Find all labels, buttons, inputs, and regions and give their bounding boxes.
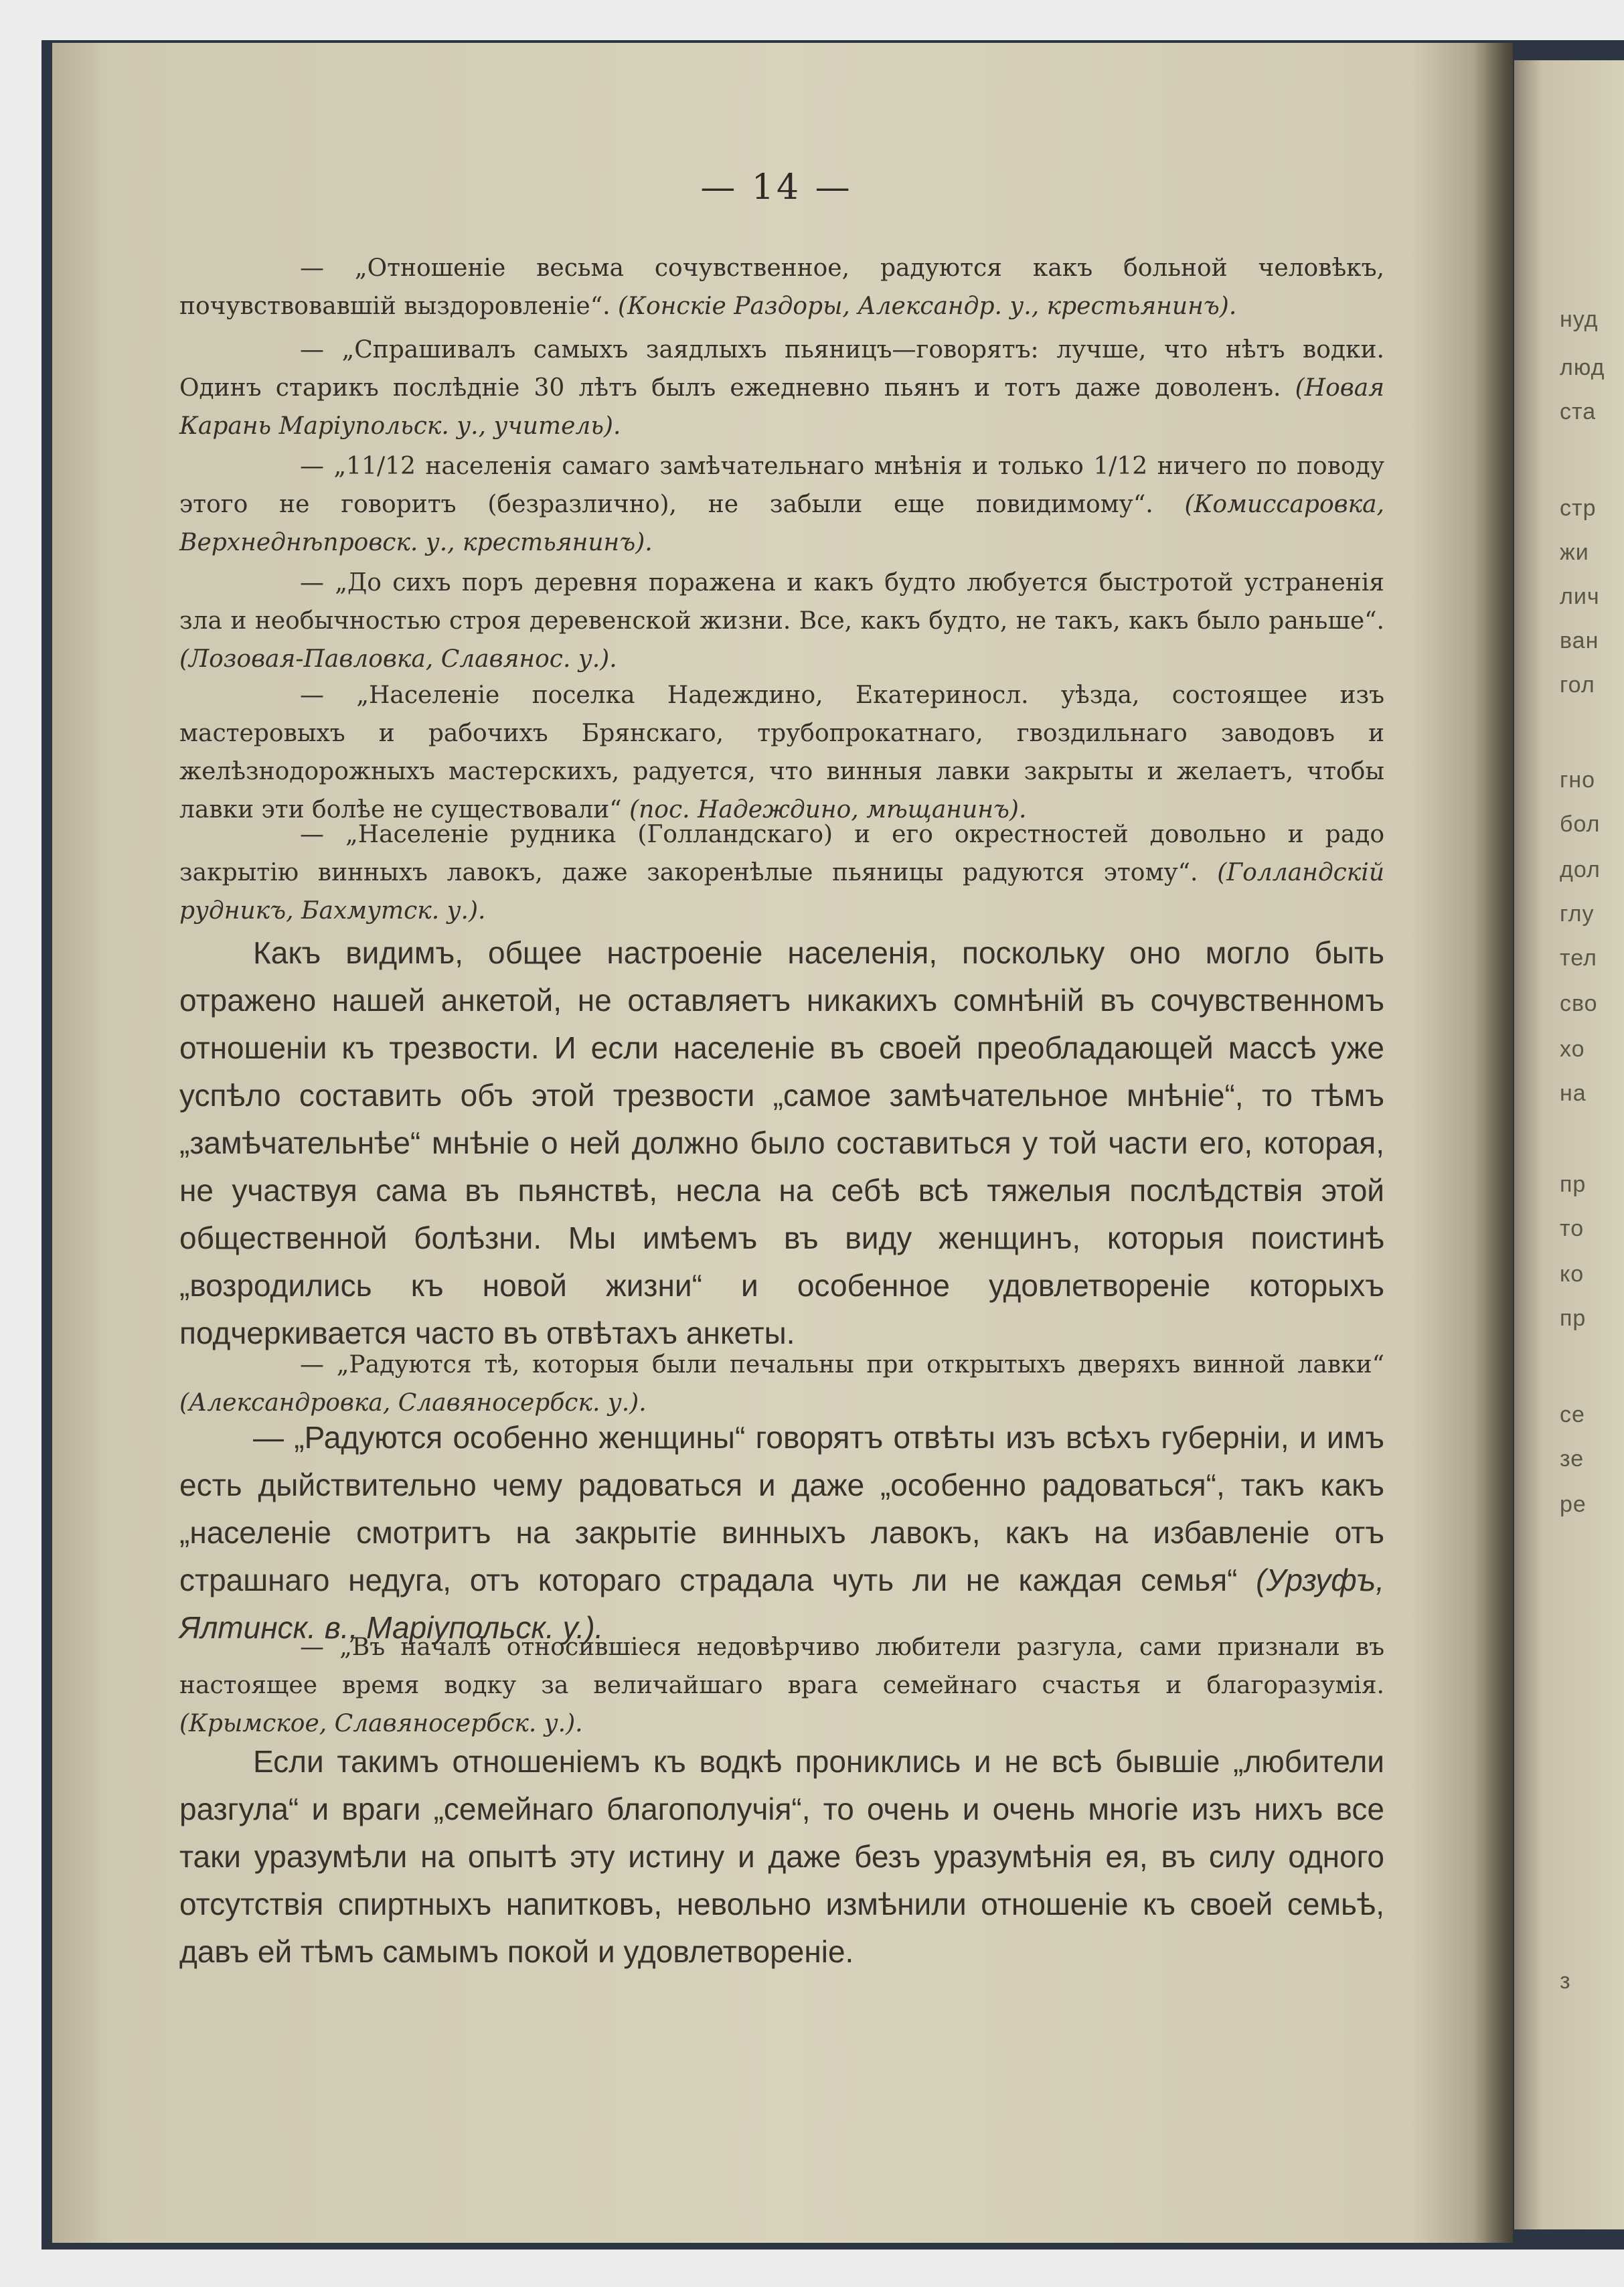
bleed-line: сво <box>1560 991 1598 1016</box>
quote-text: — „Радуются тѣ, которыя были печальны при открытыхъ дверяхъ винной лавки“ <box>300 1351 1384 1378</box>
bleed-line: гол <box>1560 672 1595 698</box>
bleed-line: пр <box>1560 1306 1587 1331</box>
quote-aleksandrovka <box>179 1346 1384 1422</box>
bleed-line: нуд <box>1560 307 1599 332</box>
quote-gollandskiy-rudnik <box>179 815 1384 930</box>
quote-source: (Лозовая-Павловка, Славянос. у.). <box>179 645 617 673</box>
quote-text: — „Спрашивалъ самыхъ заядлыхъ пьяницъ—говорятъ: лучше, что нѣтъ водки. Одинъ старикъ послѣдніе 30 лѣтъ былъ ежедневно пьянъ и тотъ даже доволенъ. <box>179 336 1384 402</box>
quote-text: — „11/12 населенія самаго замѣчательнаго мнѣнія и только 1/12 ничего по поводу этого не говоритъ (безразлично), не забыли еще повидимому“. <box>179 453 1384 518</box>
paragraph-women-rejoice <box>179 1414 1384 1652</box>
quote-text: — „До сихъ поръ деревня поражена и какъ будто любуется быстротой устраненія зла и необычностью строя деревенской жизни. Все, какъ будто, не такъ, какъ было раньше“. <box>179 569 1384 635</box>
quote-text: — „Въ началѣ относившіеся недовѣрчиво любители разгула, сами признали въ настоящее время водку за величайшаго врага семейнаго счастья и благоразумія. <box>179 1634 1384 1699</box>
quote-novaya-karan <box>179 331 1384 445</box>
quote-source: (Комиссаровка, Верхнеднѣпровск. у., крестьянинъ). <box>179 491 1384 556</box>
bleed-line: жи <box>1560 540 1589 565</box>
bleed-line: ста <box>1560 399 1597 424</box>
bleed-line: лич <box>1560 584 1600 609</box>
quote-konskie-razdory <box>179 249 1384 325</box>
bleed-line: люд <box>1560 355 1605 380</box>
paragraph-general-mood: Какъ видимъ, общее настроеніе населенія, поскольку оно могло быть отражено нашей анкетой, не оставляетъ никакихъ сомнѣній въ сочувственномъ отношеніи къ трезвости. И если населеніе въ своей преобладающей массѣ уже успѣло составить объ этой трезвости „самое замѣчательное мнѣніе“, то тѣмъ „замѣчательнѣе“ мнѣніе о ней должно было составиться у той части его, которая, не участвуя сама въ пьянствѣ, несла на себѣ всѣ тяжелыя послѣдствія этой общественной болѣзни. Мы имѣемъ въ виду женщинъ, которыя поистинѣ „возродились къ новой жизни“ и особенное удовлетвореніе которыхъ подчеркивается часто въ отвѣтахъ анкеты. <box>179 935 1384 1350</box>
quote-komissarovka <box>179 447 1384 562</box>
bleed-line: се <box>1560 1402 1585 1427</box>
bleed-line: на <box>1560 1081 1587 1106</box>
quote-text: — „Населеніе рудника (Голландскаго) и его окрестностей довольно и радо закрытію винныхъ лавокъ, даже закоренѣлые пьяницы радуются этому“. <box>179 821 1384 886</box>
quote-source: (Александровка, Славяносербск. у.). <box>179 1389 647 1417</box>
paragraph-text: — „Радуются особенно женщины“ говорятъ отвѣты изъ всѣхъ губерніи, и имъ есть дыйствительно чему радоваться и даже „особенно радоваться“, такъ какъ „населеніе смотритъ на закрытіе винныхъ лавокъ, какъ на избавленіе отъ страшнаго недуга, отъ котораго страдала чуть ли не каждая семья“ <box>179 1420 1384 1597</box>
bleed-line: глу <box>1560 901 1595 927</box>
bleed-line: ван <box>1560 628 1599 653</box>
bleed-line: ре <box>1560 1492 1587 1517</box>
quote-source: (Новая Карань Маріупольск. у., учитель). <box>179 374 1384 440</box>
paragraph-conclusion: Если такимъ отношеніемъ къ водкѣ прониклись и не всѣ бывшіе „любители разгула“ и враги „семейнаго благополучія“, то очень и очень многіе изъ нихъ все таки уразумѣли на опытѣ эту истину и даже безъ уразумѣнія ея, въ силу одного отсутствія спиртныхъ напитковъ, невольно измѣнили отношеніе къ своей семьѣ, давъ ей тѣмъ самымъ покой и удовлетвореніе. <box>179 1744 1384 1969</box>
bleed-line: тел <box>1560 945 1597 971</box>
bleed-line: бол <box>1560 811 1601 837</box>
bleed-line: гно <box>1560 767 1596 793</box>
next-page-edge <box>1514 60 1624 2229</box>
spine-shadow <box>1473 43 1513 2243</box>
bleed-line: з <box>1560 1968 1571 1994</box>
quote-nadezhdino <box>179 676 1384 829</box>
quote-lozovaya-pavlovka <box>179 564 1384 678</box>
bleed-line: стр <box>1560 495 1597 521</box>
bleed-line: зе <box>1560 1446 1585 1472</box>
paragraph-source: (Урзуфъ, Ялтинск. в., Маріупольск. у.). <box>179 1563 1385 1645</box>
page-number: — 14 — <box>700 167 853 208</box>
quote-text: — „Отношеніе весьма сочувственное, радуются какъ больной человѣкъ, почувствовавшій выздоровленіе“. <box>179 254 1384 320</box>
bleed-line: ко <box>1560 1261 1585 1287</box>
quote-text: — „Населеніе поселка Надеждино, Екатериносл. уѣзда, состоящее изъ мастеровыхъ и рабочихъ Брянскаго, трубопрокатнаго, гвоздильнаго заводовъ и желѣзнодорожныхъ мастерскихъ, радуется, что винныя лавки закрыты и желаетъ, чтобы лавки эти болѣе не существовали“ <box>179 682 1384 823</box>
bleed-line: хо <box>1560 1036 1585 1062</box>
bleed-line: дол <box>1560 857 1601 882</box>
quote-source: (Конскіе Раздоры, Александр. у., крестьянинъ). <box>618 293 1237 320</box>
quote-source: (пос. Надеждино, мѣщанинъ). <box>629 796 1027 823</box>
bleed-line: пр <box>1560 1172 1587 1197</box>
quote-krymskoe <box>179 1628 1384 1743</box>
bleed-line: то <box>1560 1216 1585 1241</box>
quote-source: (Голландскій рудникъ, Бахмутск. у.). <box>179 859 1384 925</box>
quote-source: (Крымское, Славяносербск. у.). <box>179 1710 583 1737</box>
